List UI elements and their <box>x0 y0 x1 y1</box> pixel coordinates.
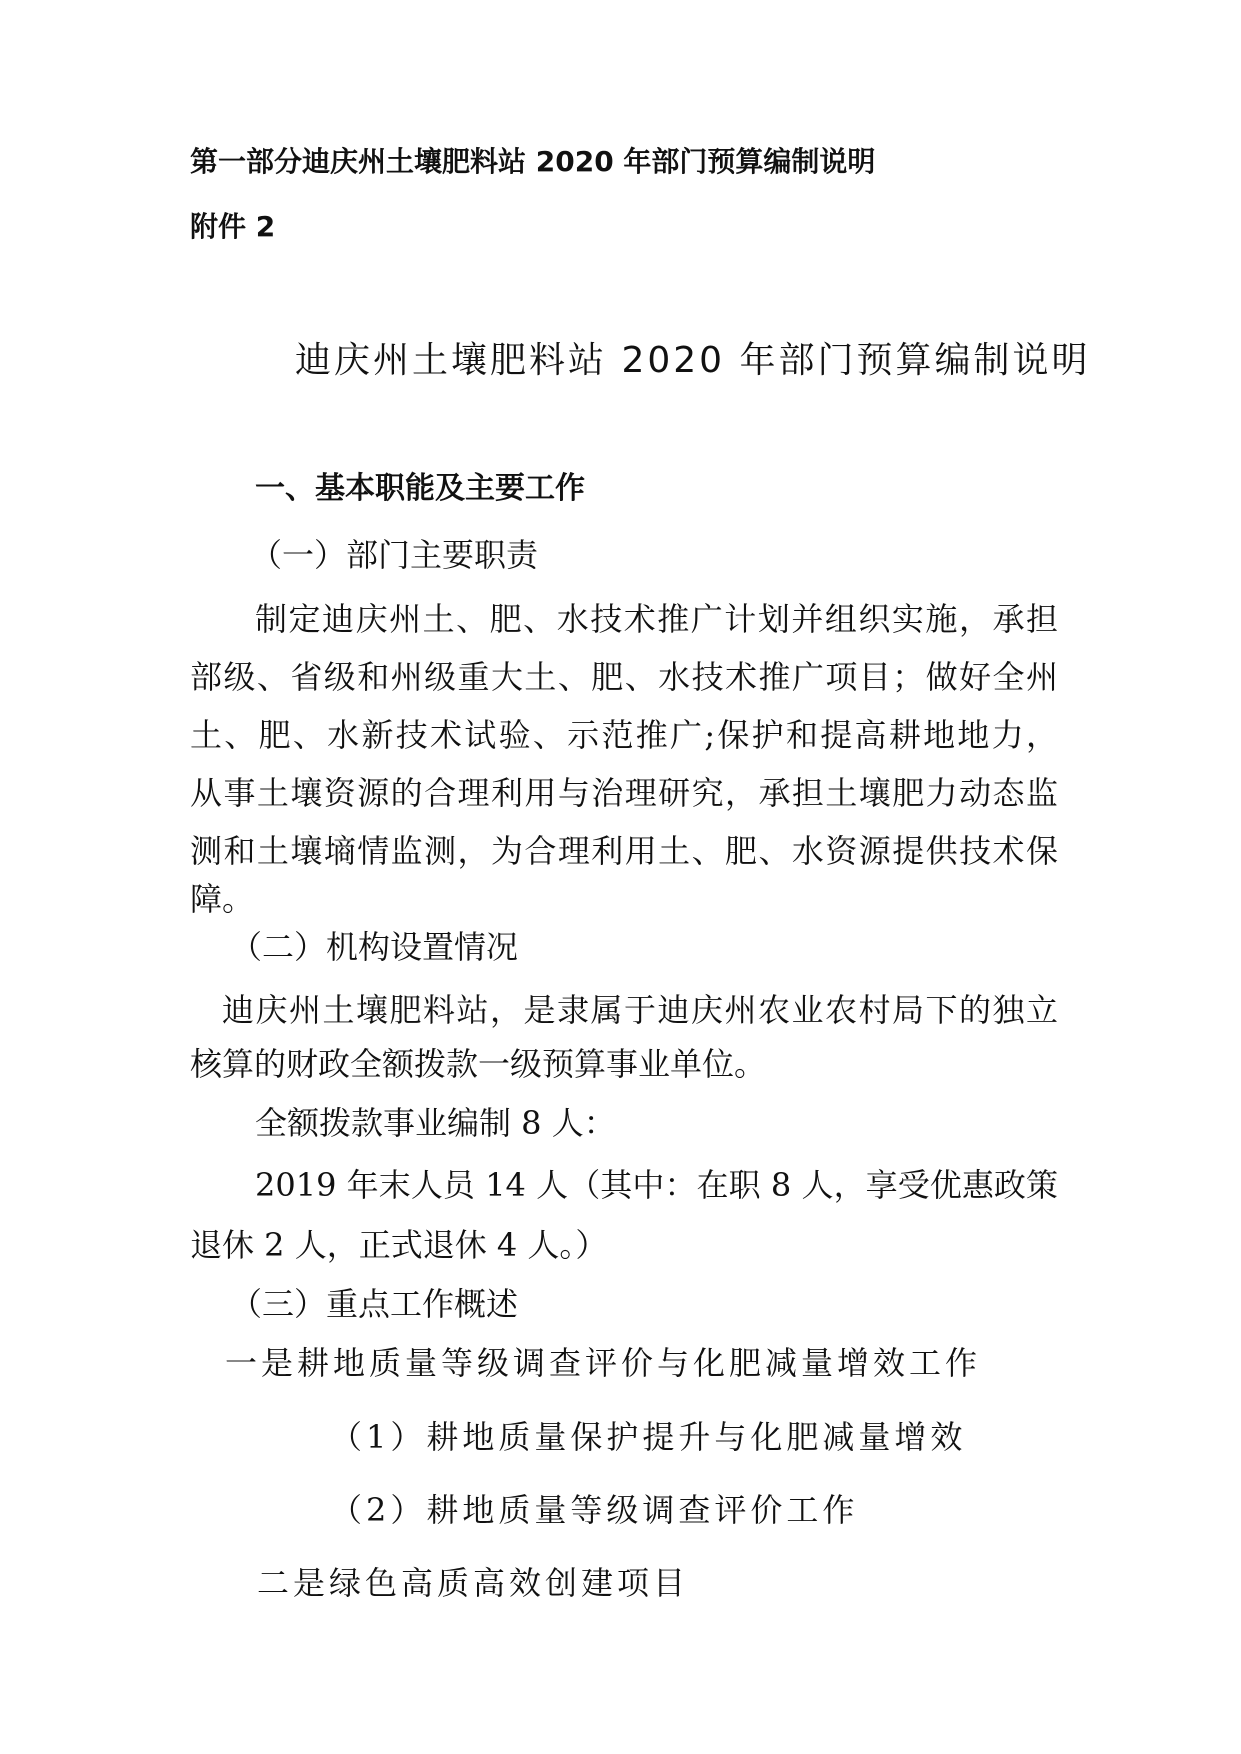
paragraph-line: 测和土壤墒情监测，为合理利用土、肥、水资源提供技术保 <box>190 832 1058 870</box>
document-title: 迪庆州土壤肥料站 2020 年部门预算编制说明 <box>295 340 1091 381</box>
section-heading: 一、基本职能及主要工作 <box>255 471 585 506</box>
header-line: 第一部分迪庆州土壤肥料站 2020 年部门预算编制说明 <box>190 145 876 178</box>
paragraph-line: 迪庆州土壤肥料站，是隶属于迪庆州农业农村局下的独立 <box>222 991 1058 1029</box>
paragraph-line: 障。 <box>190 880 255 918</box>
subsection-heading: （一）部门主要职责 <box>250 536 539 574</box>
work-subitem: （1）耕地质量保护提升与化肥减量增效 <box>330 1418 967 1456</box>
subsection-heading: （三）重点工作概述 <box>230 1285 519 1323</box>
paragraph-line: 2019 年末人员 14 人（其中：在职 8 人，享受优惠政策 <box>255 1166 1058 1204</box>
work-subitem: （2）耕地质量等级调查评价工作 <box>330 1491 859 1529</box>
paragraph-line: 全额拨款事业编制 8 人： <box>255 1104 616 1142</box>
subsection-heading: （二）机构设置情况 <box>230 928 519 966</box>
paragraph-line: 从事土壤资源的合理利用与治理研究，承担土壤肥力动态监 <box>190 774 1058 812</box>
paragraph-line: 核算的财政全额拨款一级预算事业单位。 <box>190 1045 767 1083</box>
paragraph-line: 部级、省级和州级重大土、肥、水技术推广项目；做好全州 <box>190 658 1058 696</box>
paragraph-line: 退休 2 人，正式退休 4 人。） <box>190 1226 608 1264</box>
paragraph-line: 制定迪庆州土、肥、水技术推广计划并组织实施，承担 <box>255 600 1058 638</box>
attachment-label: 附件 2 <box>190 210 276 243</box>
paragraph-line: 土、肥、水新技术试验、示范推广;保护和提高耕地地力， <box>190 716 1058 754</box>
work-item: 一是耕地质量等级调查评价与化肥减量增效工作 <box>225 1344 982 1382</box>
work-item: 二是绿色高质高效创建项目 <box>257 1564 690 1602</box>
